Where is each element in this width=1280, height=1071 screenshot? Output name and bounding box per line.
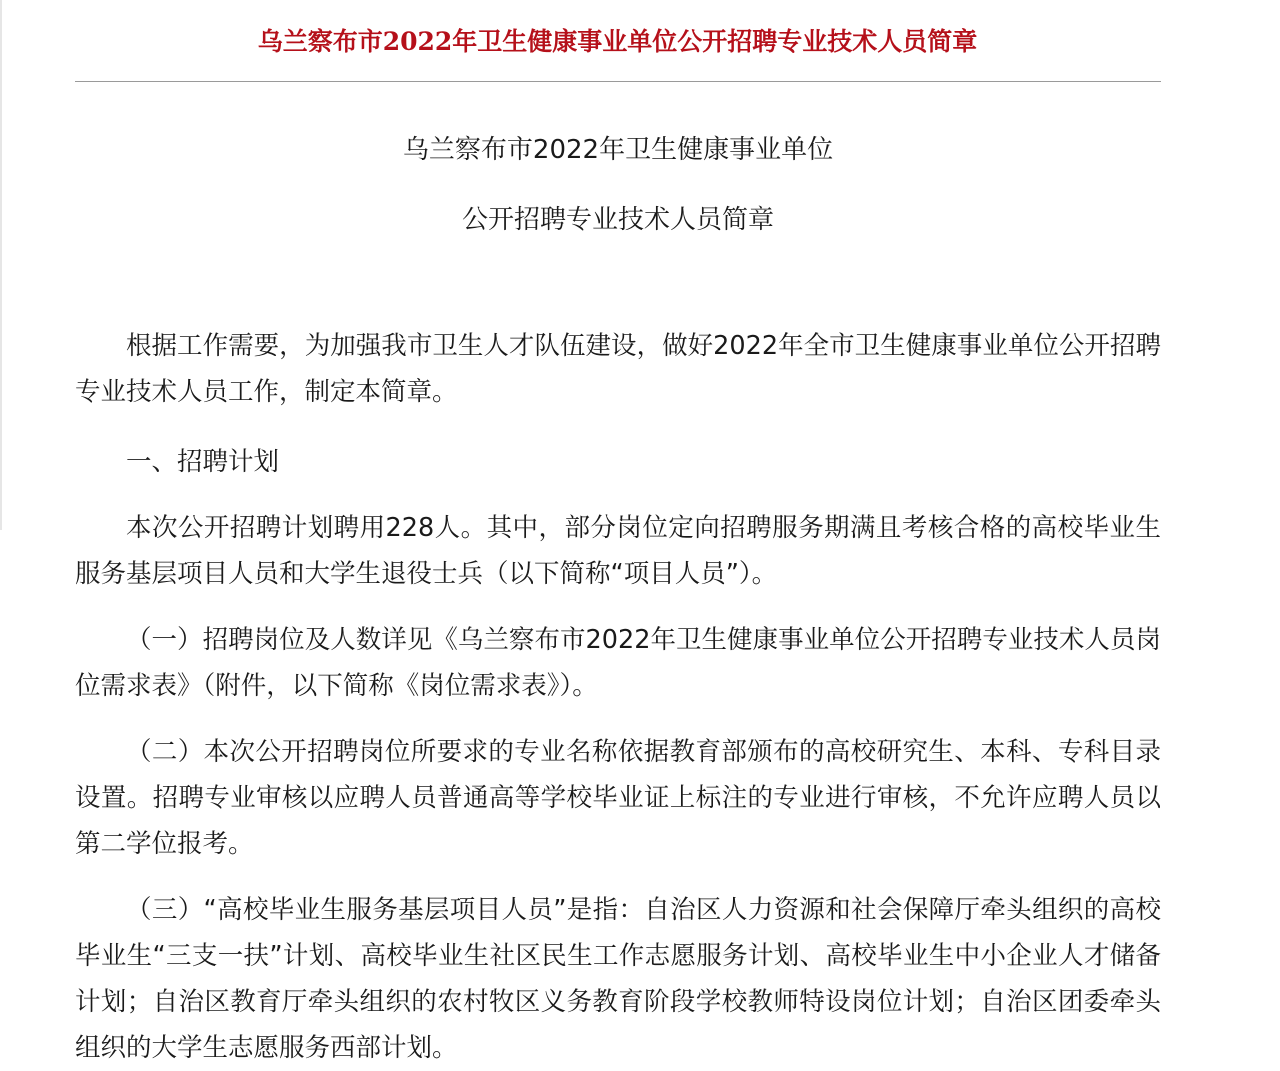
clause-1-paragraph: （一）招聘岗位及人数详见《乌兰察布市2022年卫生健康事业单位公开招聘专业技术人员岗位需求表》（附件，以下简称《岗位需求表》）。	[75, 625, 1161, 701]
article-body	[75, 125, 1161, 1071]
recruitment-plan-paragraph: 本次公开招聘计划聘用228人。其中，部分岗位定向招聘服务期满且考核合格的高校毕业生服务基层项目人员和大学生退役士兵（以下简称“项目人员”）。	[75, 513, 1161, 589]
clause-2-paragraph: （二）本次公开招聘岗位所要求的专业名称依据教育部颁布的高校研究生、本科、专科目录设置。招聘专业审核以应聘人员普通高等学校毕业证上标注的专业进行审核，不允许应聘人员以第二学位报考。	[75, 737, 1161, 859]
page-title: 乌兰察布市2022年卫生健康事业单位公开招聘专业技术人员简章	[257, 27, 978, 56]
intro-paragraph: 根据工作需要，为加强我市卫生人才队伍建设，做好2022年全市卫生健康事业单位公开招聘专业技术人员工作，制定本简章。	[75, 331, 1161, 407]
article-heading-line-1: 乌兰察布市2022年卫生健康事业单位	[402, 135, 834, 165]
clause-3-paragraph: （三）“高校毕业生服务基层项目人员”是指：自治区人力资源和社会保障厅牵头组织的高校毕业生“三支一扶”计划、高校毕业生社区民生工作志愿服务计划、高校毕业生中小企业人才储备计划；自治区教育厅牵头组织的农村牧区义务教育阶段学校教师特设岗位计划；自治区团委牵头组织的大学生志愿服务西部计划。	[75, 895, 1161, 1063]
page-left-edge	[0, 0, 2, 530]
title-divider	[75, 81, 1161, 82]
section-heading-recruitment-plan: 一、招聘计划	[126, 447, 280, 477]
article-heading-line-2: 公开招聘专业技术人员简章	[461, 205, 774, 235]
